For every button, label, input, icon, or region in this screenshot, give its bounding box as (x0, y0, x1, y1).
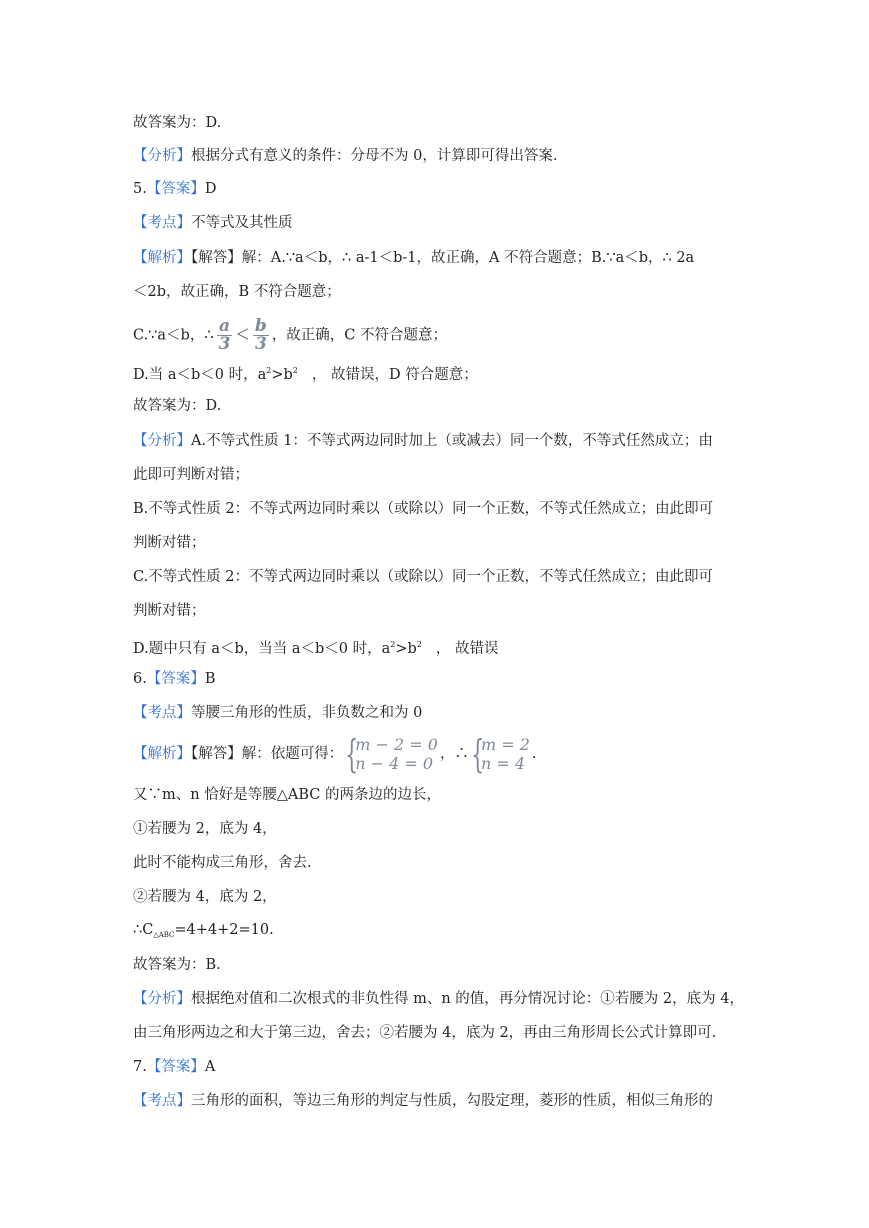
text-line: ②若腰为 4，底为 2， (133, 889, 277, 905)
equation-system-2: { m = 2 n = 4 (470, 732, 530, 776)
analysis-line: 【分析】根据分式有意义的条件：分母不为 0，计算即可得出答案. (133, 148, 558, 164)
text-line: $\therefore C_{\triangle ABC}=4+4+2=10$. (133, 922, 274, 939)
text-line: 故答案为：D. (133, 398, 222, 414)
answer-line: 5.【答案】D (133, 181, 217, 197)
text-line: B.不等式性质 2：不等式两边同时乘以（或除以）同一个正数，不等式任然成立；由此即可 (133, 501, 714, 517)
analysis-tag: 【分析】 (133, 433, 191, 449)
answer-line: 6.【答案】B (133, 671, 216, 687)
text-line: D.当 a＜b＜0 时，$a^2>b^2$ ， 故错误，D 符合题意； (133, 366, 478, 383)
text-line: 判断对错； (133, 603, 206, 619)
topic-line: 【考点】不等式及其性质 (133, 215, 293, 231)
analysis-line: 【分析】根据绝对值和二次根式的非负性得 m、n 的值，再分情况讨论：①若腰为 2，底为 4， (133, 991, 744, 1007)
text-line: 由三角形两边之和大于第三边，舍去；②若腰为 4，底为 2，再由三角形周长公式计算即可. (133, 1025, 717, 1041)
text-line: 此即可判断对错； (133, 467, 249, 483)
solution-line: 【解析】【解答】解：A.∵a＜b，∴ a-1＜b-1，故正确，A 不符合题意；B.∵a＜b，∴ 2a (133, 250, 695, 266)
answer-tag: 【答案】 (146, 671, 205, 687)
answer-tag: 【答案】 (146, 1059, 205, 1075)
equation-system-1: { m − 2 = 0 n − 4 = 0 (345, 732, 438, 776)
topic-line: 【考点】三角形的面积，等边三角形的判定与性质，勾股定理，菱形的性质，相似三角形的 (133, 1093, 713, 1109)
topic-tag: 【考点】 (133, 705, 191, 721)
text-line: 判断对错； (133, 535, 206, 551)
answer-tag: 【答案】 (146, 181, 205, 197)
text-line: 故答案为：D. (133, 115, 222, 131)
answer-line: 7.【答案】A (133, 1059, 216, 1075)
text-line: ＜2b，故正确，B 不符合题意； (133, 284, 341, 300)
fraction-b-over-3: $\frac{b}{3}$ (254, 316, 267, 354)
topic-tag: 【考点】 (133, 1093, 191, 1109)
text-line: D.题中只有 a＜b，当当 a＜b＜0 时，$a^2>b^2$ ， 故错误 (133, 640, 499, 657)
text-line: ①若腰为 2，底为 4， (133, 821, 277, 837)
analysis-tag: 【分析】 (133, 991, 191, 1007)
analysis-tag: 【分析】 (133, 148, 191, 164)
solution-line-with-systems: 【解析】【解答】解：依题可得： { m − 2 = 0 n − 4 = 0 ，∴ { m = 2 n = 4 . (133, 732, 537, 776)
text-line: 故答案为：B. (133, 957, 221, 973)
solution-tag: 【解析】 (133, 250, 191, 266)
fraction-a-over-3: $\frac{a}{3}$ (218, 316, 231, 354)
text-line-with-fractions: C.∵a＜b，∴ $\frac{a}{3}$ ＜ $\frac{b}{3}$ ，故正确，C 不符合题意； (133, 316, 448, 354)
solution-tag: 【解析】 (133, 746, 191, 762)
topic-line: 【考点】等腰三角形的性质，非负数之和为 0 (133, 705, 423, 721)
text-line: 此时不能构成三角形，舍去. (133, 855, 312, 871)
text-line: 又∵m、n 恰好是等腰△ABC 的两条边的边长， (133, 787, 441, 803)
text-line: C.不等式性质 2：不等式两边同时乘以（或除以）同一个正数，不等式任然成立；由此即可 (133, 569, 714, 585)
analysis-line: 【分析】A.不等式性质 1：不等式两边同时加上（或减去）同一个数，不等式任然成立；由 (133, 433, 713, 449)
topic-tag: 【考点】 (133, 215, 191, 231)
